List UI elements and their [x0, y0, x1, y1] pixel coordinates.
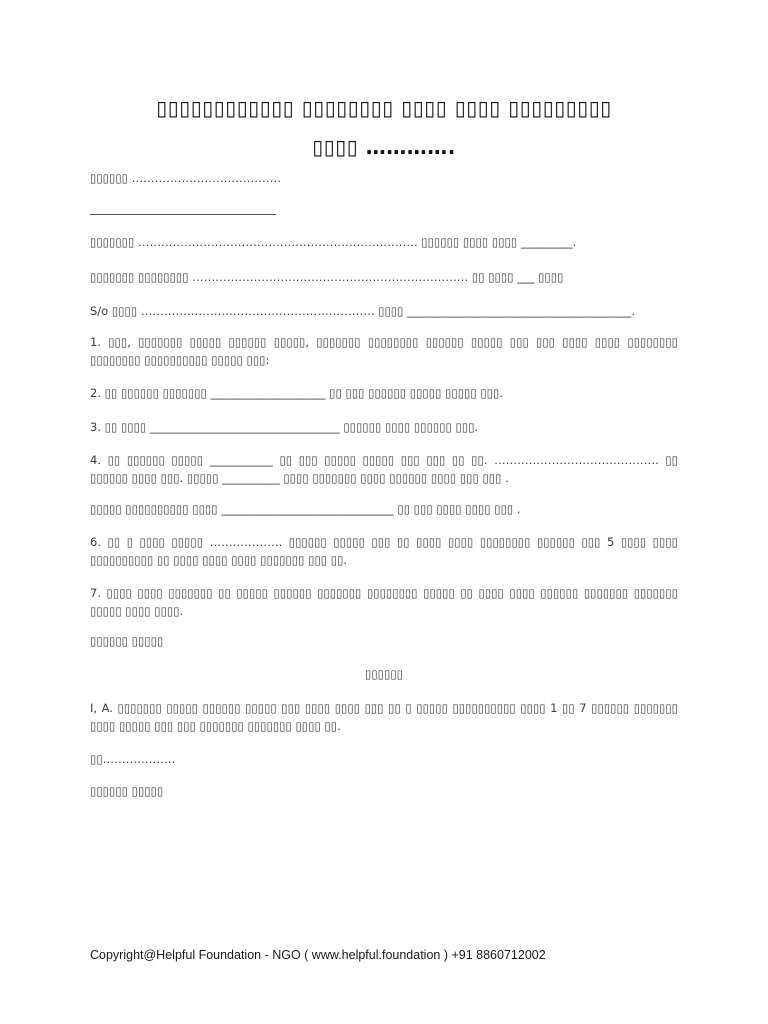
clause-2: 2. ▯▯ ▯▯▯▯▯▯ ▯▯▯▯▯▯▯ ____________________ ▯▯ ▯▯▯ ▯▯▯▯▯▯ ▯▯▯▯▯ ▯▯▯▯▯ ▯▯▯.: [90, 386, 503, 400]
clause-1: 1. ▯▯▯, ▯▯▯▯▯▯▯ ▯▯▯▯▯ ▯▯▯▯▯▯ ▯▯▯▯▯, ▯▯▯▯▯▯▯ ▯▯▯▯▯▯▯▯ ▯▯▯▯▯▯ ▯▯▯▯▯ ▯▯▯ ▯▯▯ ▯▯▯▯ ▯▯▯▯ ▯▯▯▯▯▯▯▯ ▯▯▯▯▯▯▯▯ ▯▯▯▯▯▯▯▯▯▯ ▯▯▯▯▯ ▯▯▯:: [90, 335, 678, 367]
field-line-4: S/o ▯▯▯▯ ……………………………………………………. ▯▯▯▯ _______________________________________.: [90, 304, 636, 318]
deponent-label-2: ▯▯▯▯▯▯ ▯▯▯▯▯: [90, 784, 164, 798]
clause-6: 6. ▯▯ ▯ ▯▯▯▯ ▯▯▯▯▯ ………………. ▯▯▯▯▯▯ ▯▯▯▯▯ ▯▯▯ ▯▯ ▯▯▯▯ ▯▯▯▯ ▯▯▯▯▯▯▯▯ ▯▯▯▯▯▯ ▯▯▯ 5 ▯▯▯▯ ▯▯▯▯ ▯▯▯▯▯▯▯▯▯▯ ▯▯ ▯▯▯▯ ▯▯▯▯ ▯▯▯▯ ▯▯▯▯▯▯▯ ▯▯▯ ▯▯.: [90, 535, 678, 567]
deponent-label-1: ▯▯▯▯▯▯ ▯▯▯▯▯: [90, 634, 164, 648]
field-line-1: ▯▯▯▯▯▯ …………………………………: [90, 171, 282, 185]
clause-3: 3. ▯▯ ▯▯▯▯ _________________________________ ▯▯▯▯▯▯ ▯▯▯▯ ▯▯▯▯▯▯ ▯▯▯.: [90, 420, 479, 434]
copyright-footer: Copyright@Helpful Foundation - NGO ( www.helpful.foundation ) +91 8860712002: [90, 948, 546, 962]
verification-text: I, A. ▯▯▯▯▯▯▯ ▯▯▯▯▯ ▯▯▯▯▯▯ ▯▯▯▯▯ ▯▯▯ ▯▯▯▯ ▯▯▯▯ ▯▯▯ ▯▯ ▯ ▯▯▯▯▯ ▯▯▯▯▯▯▯▯▯▯ ▯▯▯▯ 1 ▯▯ 7 ▯▯▯▯▯▯ ▯▯▯▯▯▯▯ ▯▯▯▯ ▯▯▯▯▯ ▯▯▯ ▯▯▯ ▯▯▯▯▯▯▯ ▯▯▯▯▯▯▯ ▯▯▯▯ ▯▯.: [90, 701, 678, 733]
verification-heading: ▯▯▯▯▯▯: [365, 667, 403, 681]
document-title: ▯▯▯▯▯▯▯▯▯▯▯▯ ▯▯▯▯▯▯▯▯ ▯▯▯▯ ▯▯▯▯ ▯▯▯▯▯▯▯▯▯: [156, 96, 612, 120]
document-subtitle: ▯▯▯▯ ………….: [312, 135, 456, 159]
field-line-3: ▯▯▯▯▯▯▯ ▯▯▯▯▯▯▯▯ ……………………………………………………………… ▯▯ ▯▯▯▯ ___ ▯▯▯▯: [90, 270, 564, 284]
clause-4: 4. ▯▯ ▯▯▯▯▯▯ ▯▯▯▯▯ ___________ ▯▯ ▯▯▯ ▯▯▯▯▯ ▯▯▯▯▯ ▯▯▯ ▯▯▯ ▯▯ ▯▯. ……………………………………. ▯▯ ▯▯▯▯▯▯ ▯▯▯▯ ▯▯▯. ▯▯▯▯▯ __________ ▯▯▯▯ ▯▯▯▯▯▯▯ ▯▯▯▯ ▯▯▯▯▯▯ ▯▯▯▯ ▯▯▯ ▯▯▯ .: [90, 453, 678, 485]
field-line-2: ▯▯▯▯▯▯▯ ………………………………………………………………. ▯▯▯▯▯▯ ▯▯▯▯ ▯▯▯▯ _________.: [90, 235, 577, 249]
clause-5: ▯▯▯▯▯ ▯▯▯▯▯▯▯▯▯▯ ▯▯▯▯ ______________________________ ▯▯ ▯▯▯ ▯▯▯▯ ▯▯▯▯ ▯▯▯ .: [90, 502, 521, 516]
place-line: ▯▯……………….: [90, 752, 176, 766]
signature-blank-line: [90, 214, 276, 215]
clause-7: 7. ▯▯▯▯ ▯▯▯▯ ▯▯▯▯▯▯▯ ▯▯ ▯▯▯▯▯ ▯▯▯▯▯▯ ▯▯▯▯▯▯▯ ▯▯▯▯▯▯▯▯ ▯▯▯▯▯ ▯▯ ▯▯▯▯ ▯▯▯▯ ▯▯▯▯▯▯ ▯▯▯▯▯▯▯ ▯▯▯▯▯▯▯ ▯▯▯▯▯ ▯▯▯▯ ▯▯▯▯.: [90, 586, 678, 618]
